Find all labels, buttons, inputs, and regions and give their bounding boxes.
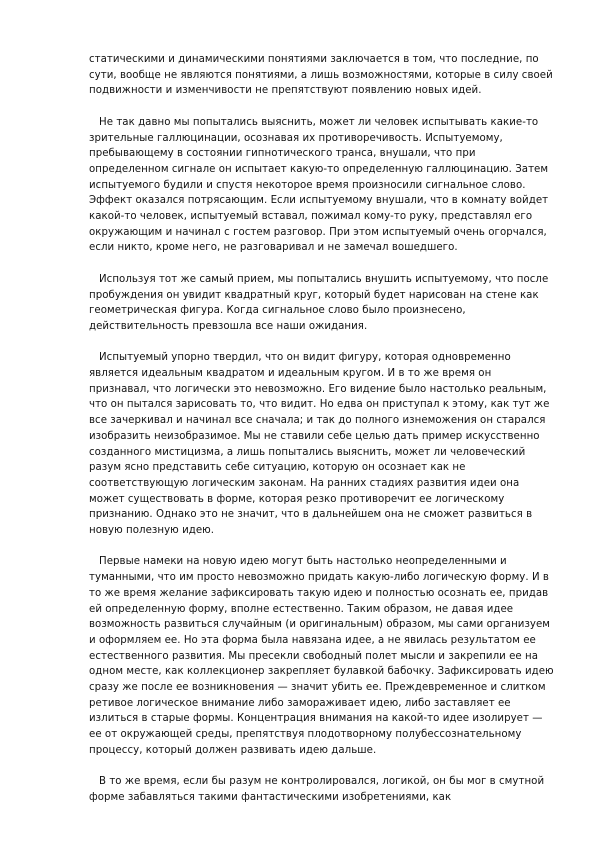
paragraph-2: Не так давно мы попытались выяснить, может ли человек испытывать какие-то зрительные галлюцинации, осознавая их противоречивость. Испытуемому, пребывающему в состоянии гипнотического транса, внушали, что при определенном сигнале он испытает какую-то определенную галлюцинацию. Затем испытуемого будили и спустя некоторое время произносили сигнальное слово. Эффект оказался потрясающим. Если испытуемому внушали, что в комнату войдет какой-то человек, испытуемый вставал, пожимал кому-то руку, представлял его окружающим и начинал с гостем разговор. При этом испытуемый очень огорчался, если никто, кроме него, не разговаривал и не замечал вошедшего. — [89, 116, 549, 254]
paragraph-1: статическими и динамическими понятиями заключается в том, что последние, по сути, вообще не являются понятиями, а лишь возможностями, которые в силу своей подвижности и изменчивости не препятствуют появлению новых идей. — [89, 54, 553, 97]
paragraph-3: Используя тот же самый прием, мы попытались внушить испытуемому, что после пробуждения он увидит квадратный круг, который будет нарисован на стене как геометрическая фигура. Когда сигнальное слово было произнесено, действительность превзошла все наши ожидания. — [89, 273, 549, 332]
paragraph-5: Первые намеки на новую идею могут быть настолько неопределенными и туманными, что им просто невозможно придать какую-либо логическую форму. И в то же время желание зафиксировать такую идею и полностью осознать ее, придав ей определенную форму, вполне естественно. Таким образом, не давая идее возможность развиться случайным (и оригинальным) образом, мы сами организуем и оформляем ее. Но эта форма была навязана идее, а не явилась результатом ее естественного развития. Мы пресекли свободный полет мысли и закрепили ее на одном месте, как коллекционер закрепляет булавкой бабочку. Зафиксировать идею сразу же после ее возникновения — значит убить ее. Преждевременное и слитком ретивое логическое внимание либо замораживает идею, либо заставляет ее излиться в старые формы. Концентрация внимания на какой-то идее изолирует — ее от окружающей среды, препятствуя плодотворному полубессознательному процессу, который должен развивать идею дальше. — [89, 556, 554, 756]
paragraph-4: Испытуемый упорно твердил, что он видит фигуру, которая одновременно является идеальным квадратом и идеальным кругом. И в то же время он признавал, что логически это невозможно. Его видение было настолько реальным, что он пытался зарисовать то, что видит. Но едва он приступал к этому, как тут же все зачеркивал и начинал все сначала; и так до полного изнеможения он старался изобразить неизобразимое. Мы не ставили себе целью дать пример искусственно созданного мистицизма, а лишь попытались выяснить, может ли человеческий разум ясно представить себе ситуацию, которую он осознает как не соответствующую логическим законам. На ранних стадиях развития идеи она может существовать в форме, которая резко противоречит ее логическому признанию. Однако это не значит, что в дальнейшем она не сможет развиться в новую полезную идею. — [89, 352, 550, 537]
document-body — [89, 52, 555, 821]
paragraph-6: В то же время, если бы разум не контролировался, логикой, он бы мог в смутной форме забавляться такими фантастическими изобретениями, как — [89, 776, 545, 803]
